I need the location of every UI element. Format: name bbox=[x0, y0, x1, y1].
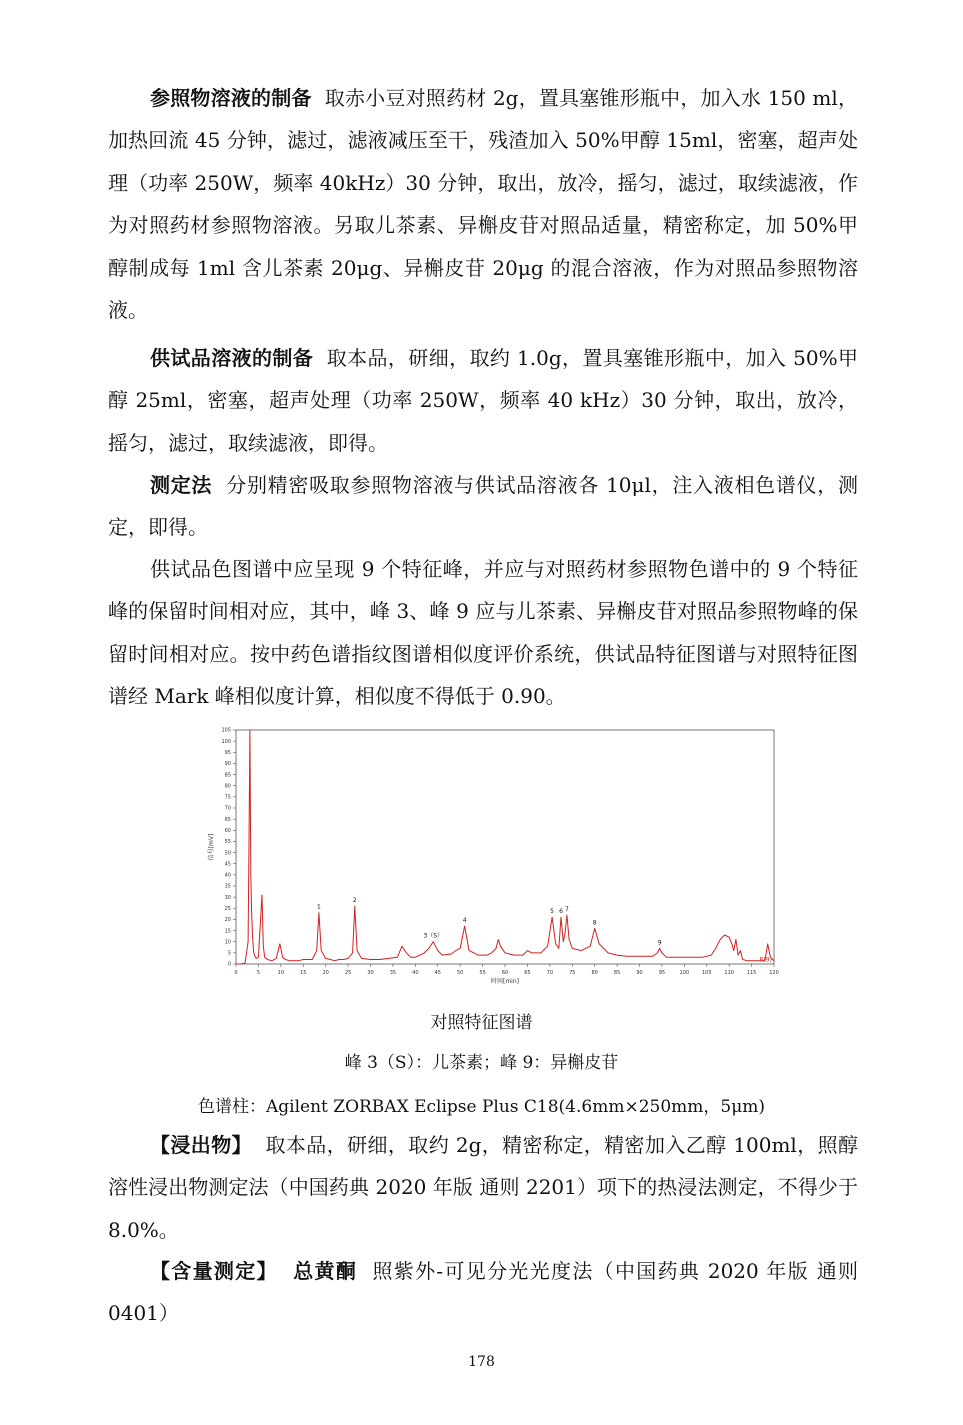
paragraph-requirements bbox=[108, 548, 858, 718]
heading-test-solution: 供试品溶液的制备 bbox=[150, 346, 314, 370]
y-tick-label: 20 bbox=[224, 917, 231, 924]
x-tick-label: 110 bbox=[724, 970, 734, 976]
caption-chart-title: 对照特征图谱 bbox=[430, 1013, 533, 1033]
y-tick-label: 15 bbox=[224, 928, 231, 935]
trace-end-label: R(9) bbox=[759, 956, 772, 964]
peak-label: 4 bbox=[462, 917, 467, 925]
x-tick-label: 70 bbox=[546, 970, 554, 976]
peak-label: 3（S） bbox=[423, 932, 444, 940]
chromatogram-chart bbox=[206, 727, 779, 987]
paragraph-assay bbox=[108, 1250, 858, 1335]
x-tick-label: 120 bbox=[769, 970, 779, 976]
x-tick-label: 35 bbox=[389, 970, 397, 976]
y-axis-label: 信号[mV] bbox=[208, 833, 215, 861]
peak-label: 1 bbox=[317, 903, 321, 911]
y-tick-label: 10 bbox=[224, 939, 231, 946]
x-tick-label: 10 bbox=[277, 970, 285, 976]
text-requirements: 供试品色图谱中应呈现 9 个特征峰，并应与对照药材参照物色谱中的 9 个特征峰的保留时间相对应，其中，峰 3、峰 9 应与儿茶素、异槲皮苷对照品参照物峰的保留时间相对应。按中药色谱指纹图谱相似度评价系统，供试品特征图谱与对照特征图谱经 Mark 峰相似度计算，相似度不得低于 0.90。 bbox=[108, 557, 858, 709]
y-tick-label: 80 bbox=[224, 783, 231, 790]
x-tick-label: 65 bbox=[524, 970, 531, 976]
peak-label: 2 bbox=[352, 897, 357, 905]
paragraph-extractives bbox=[108, 1124, 858, 1251]
x-tick-label: 50 bbox=[456, 970, 464, 976]
x-tick-label: 45 bbox=[434, 970, 441, 976]
x-tick-label: 80 bbox=[591, 970, 598, 976]
peak-label: 8 bbox=[592, 919, 597, 927]
y-tick-label: 45 bbox=[224, 861, 231, 868]
text-procedure: 分别精密吸取参照物溶液与供试品溶液各 10μl，注入液相色谱仪，测定，即得。 bbox=[108, 473, 859, 540]
x-tick-label: 40 bbox=[412, 970, 419, 976]
x-axis-label: 时间[min] bbox=[491, 978, 519, 985]
peak-label: 7 bbox=[564, 905, 569, 913]
y-tick-label: 70 bbox=[224, 805, 231, 812]
caption-peaks: 峰 3（S）：儿茶素；峰 9：异槲皮苷 bbox=[344, 1053, 619, 1073]
paragraph-reference-solution bbox=[108, 77, 858, 331]
text-assay: 照紫外-可见分光光度法（中国药典 2020 年版 通则 0401） bbox=[108, 1259, 859, 1326]
text-extractives: 取本品，研细，取约 2g，精密称定，精密加入乙醇 100ml，照醇溶性浸出物测定法（中国药典 2020 年版 通则 2201）项下的热浸法测定，不得少于 8.0%。 bbox=[108, 1133, 859, 1242]
caption-column: 色谱柱：Agilent ZORBAX Eclipse Plus C18(4.6mm×250mm，5μm) bbox=[197, 1097, 766, 1117]
y-tick-label: 25 bbox=[224, 905, 231, 912]
x-tick-label: 95 bbox=[658, 970, 666, 976]
x-tick-label: 30 bbox=[367, 970, 374, 976]
text-reference-solution: 取赤小豆对照药材 2g，置具塞锥形瓶中，加入水 150 ml，加热回流 45 分钟，滤过，滤液减压至干，残渣加入 50%甲醇 15ml，密塞，超声处理（功率 250W，频率 40kHz）30 分钟，取出，放冷，摇匀，滤过，取续滤液，作为对照药材参照物溶液。另取儿茶素、异槲皮苷对照品适量，精密称定，加 50%甲醇制成每 1ml 含儿茶素 20μg、异槲皮苷 20μg 的混合溶液，作为对照品参照物溶液。 bbox=[108, 86, 859, 323]
x-tick-label: 60 bbox=[501, 970, 509, 976]
y-tick-label: 0 bbox=[227, 961, 231, 968]
y-tick-label: 75 bbox=[224, 794, 231, 801]
y-tick-label: 100 bbox=[221, 738, 231, 745]
paragraph-procedure bbox=[108, 464, 858, 549]
x-tick-label: 105 bbox=[701, 970, 712, 976]
x-tick-label: 90 bbox=[636, 970, 643, 976]
x-tick-label: 115 bbox=[746, 970, 757, 976]
plot-frame bbox=[236, 730, 774, 964]
x-tick-label: 0 bbox=[234, 970, 238, 976]
x-tick-label: 100 bbox=[679, 970, 690, 976]
y-tick-label: 40 bbox=[224, 872, 231, 879]
y-tick-label: 60 bbox=[224, 827, 231, 834]
page-number: 178 bbox=[468, 1354, 495, 1370]
peak-label: 5 bbox=[550, 908, 554, 916]
heading-procedure: 测定法 bbox=[150, 473, 213, 497]
y-tick-label: 65 bbox=[224, 816, 231, 823]
x-tick-label: 75 bbox=[569, 970, 576, 976]
y-tick-label: 55 bbox=[224, 839, 231, 846]
chromatogram-svg bbox=[206, 727, 779, 987]
heading-total-flavonoids: 总黄酮 bbox=[293, 1259, 358, 1283]
paragraph-test-solution bbox=[108, 337, 858, 464]
x-tick-label: 25 bbox=[344, 970, 352, 976]
y-tick-label: 30 bbox=[224, 894, 231, 901]
heading-assay: 【含量测定】 bbox=[150, 1259, 278, 1283]
y-tick-label: 85 bbox=[224, 772, 231, 779]
text-test-solution: 取本品，研细，取约 1.0g，置具塞锥形瓶中，加入 50%甲醇 25ml，密塞，超声处理（功率 250W，频率 40 kHz）30 分钟，取出，放冷，摇匀，滤过，取续滤液，即得。 bbox=[108, 346, 859, 455]
x-tick-label: 5 bbox=[256, 970, 261, 976]
y-tick-label: 95 bbox=[224, 749, 231, 756]
heading-reference-solution: 参照物溶液的制备 bbox=[150, 86, 312, 110]
x-tick-label: 85 bbox=[613, 970, 621, 976]
y-tick-label: 105 bbox=[221, 727, 231, 734]
y-tick-label: 35 bbox=[224, 883, 231, 890]
y-tick-label: 90 bbox=[224, 761, 231, 768]
peak-label: 9 bbox=[657, 939, 662, 947]
heading-extractives: 【浸出物】 bbox=[150, 1133, 252, 1157]
x-tick-label: 20 bbox=[322, 970, 329, 976]
x-tick-label: 55 bbox=[479, 970, 486, 976]
y-tick-label: 50 bbox=[224, 850, 231, 857]
y-tick-label: 5 bbox=[227, 950, 231, 957]
x-tick-label: 15 bbox=[300, 970, 307, 976]
peak-label: 6 bbox=[559, 908, 563, 916]
